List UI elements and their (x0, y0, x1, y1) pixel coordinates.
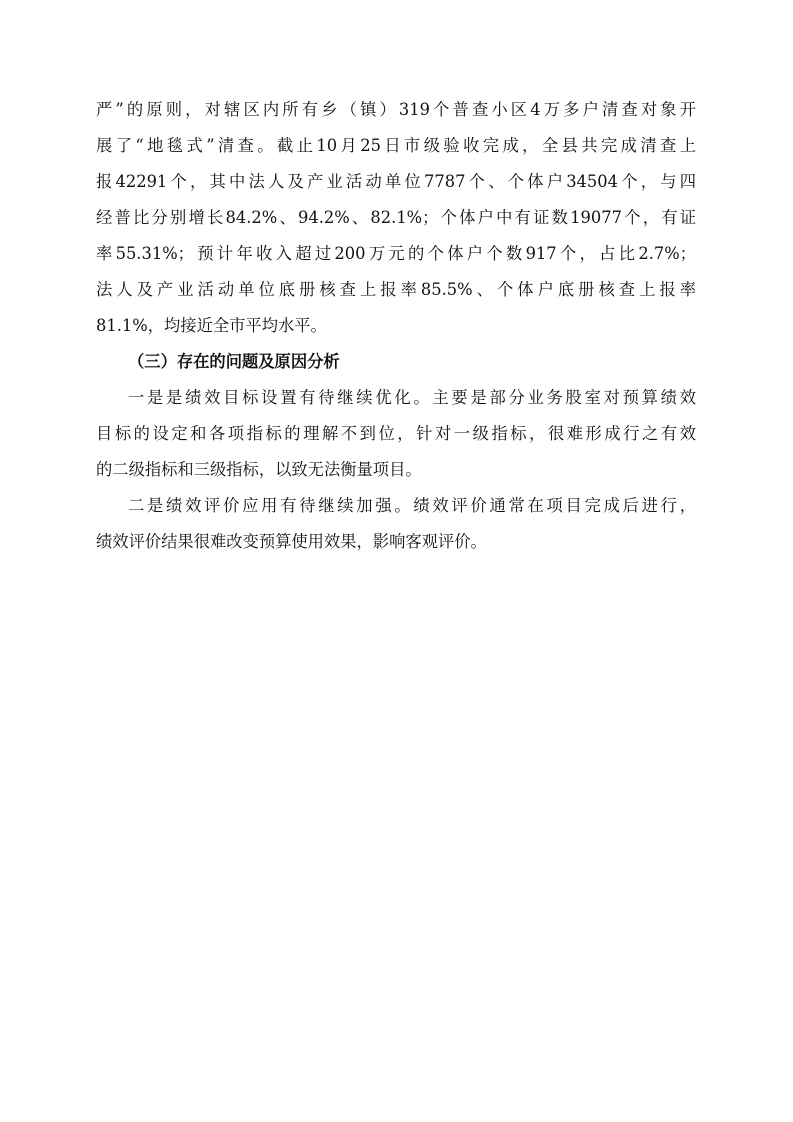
paragraph-issue-one (96, 380, 696, 488)
text-line: 经普比分别增长84.2%、94.2%、82.1%；个体户中有证数19077个，有证 (96, 208, 696, 227)
document-body (96, 92, 696, 560)
text-line: 目标的设定和各项指标的理解不到位，针对一级指标，很难形成行之有效 (96, 424, 696, 443)
paragraph-issue-two (96, 488, 696, 560)
text-line: 二是绩效评价应用有待继续加强。绩效评价通常在项目完成后进行， (128, 496, 696, 515)
section-heading: （三）存在的问题及原因分析 (128, 352, 340, 371)
text-line: 严”的原则，对辖区内所有乡（镇）319个普查小区4万多户清查对象开 (96, 100, 696, 119)
text-line: 展了“地毯式”清查。截止10月25日市级验收完成，全县共完成清查上 (96, 136, 696, 155)
text-line: 绩效评价结果很难改变预算使用效果，影响客观评价。 (96, 532, 487, 551)
text-line: 81.1%，均接近全市平均水平。 (96, 316, 327, 335)
text-line: 法人及产业活动单位底册核查上报率85.5%、个体户底册核查上报率 (96, 280, 696, 299)
text-line: 率55.31%；预计年收入超过200万元的个体户个数917个，占比2.7%； (96, 244, 696, 263)
paragraph-census-results (96, 92, 696, 344)
text-line: 报42291个，其中法人及产业活动单位7787个、个体户34504个，与四 (96, 172, 696, 191)
text-line: 一是是绩效目标设置有待继续优化。主要是部分业务股室对预算绩效 (128, 388, 696, 407)
text-line: 的二级指标和三级指标，以致无法衡量项目。 (96, 460, 422, 479)
